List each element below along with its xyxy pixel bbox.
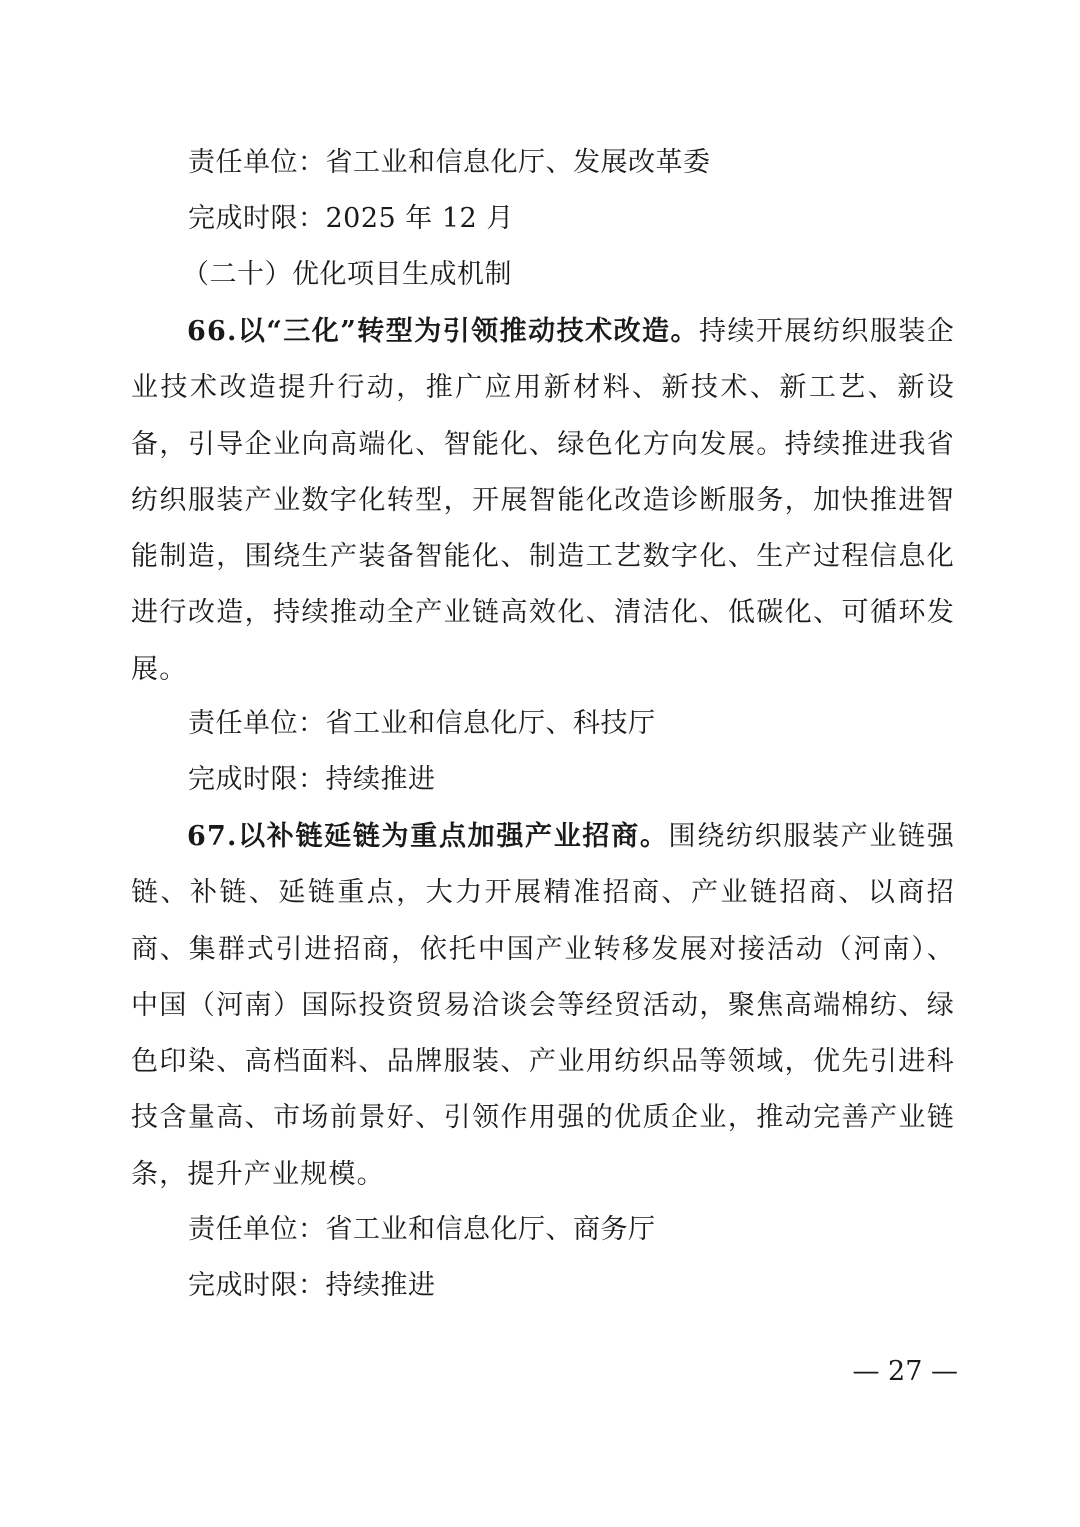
paragraph-item-66 [131, 304, 955, 698]
responsible-unit-line: 责任单位：省工业和信息化厅、发展改革委 [188, 147, 711, 178]
item-66-title: 66.以“三化”转型为引领推动技术改造。 [187, 316, 699, 347]
deadline-line: 完成时限：持续推进 [188, 1270, 436, 1301]
paragraph-item-67 [131, 809, 955, 1203]
item-67-title: 67.以补链延链为重点加强产业招商。 [187, 821, 669, 852]
section-heading: （二十）优化项目生成机制 [182, 259, 512, 290]
responsible-unit-line: 责任单位：省工业和信息化厅、科技厅 [188, 708, 656, 739]
responsible-unit-line: 责任单位：省工业和信息化厅、商务厅 [188, 1214, 656, 1245]
deadline-line: 完成时限：持续推进 [188, 764, 436, 795]
item-66-body: 持续开展纺织服装企业技术改造提升行动，推广应用新材料、新技术、新工艺、新设备，引导企业向高端化、智能化、绿色化方向发展。持续推进我省纺织服装产业数字化转型，开展智能化改造诊断服务，加快推进智能制造，围绕生产装备智能化、制造工艺数字化、生产过程信息化进行改造，持续推动全产业链高效化、清洁化、低碳化、可循环发展。 [131, 316, 955, 685]
deadline-line: 完成时限：2025 年 12 月 [188, 203, 514, 234]
item-67-body: 围绕纺织服装产业链强链、补链、延链重点，大力开展精准招商、产业链招商、以商招商、集群式引进招商，依托中国产业转移发展对接活动（河南）、中国（河南）国际投资贸易洽谈会等经贸活动，聚焦高端棉纺、绿色印染、高档面料、品牌服装、产业用纺织品等领域，优先引进科技含量高、市场前景好、引领作用强的优质企业，推动完善产业链条，提升产业规模。 [131, 821, 956, 1190]
page-number: — 27 — [852, 1356, 958, 1387]
